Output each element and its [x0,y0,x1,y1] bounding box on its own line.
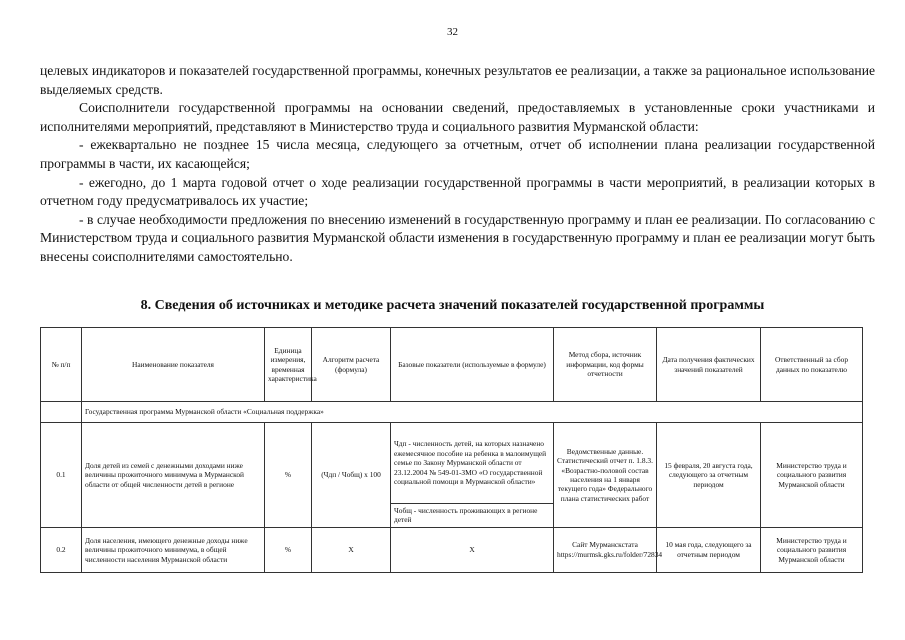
table-header-row [41,328,863,402]
header-num: № п/п [41,328,82,402]
header-method: Метод сбора, источник информации, код формы отчетности [554,328,657,402]
indicator-formula: (Чдп / Чобщ) х 100 [312,423,391,528]
base-indicator-2: Чобщ - численность проживающих в регионе детей [391,504,554,528]
header-unit: Единица измерения, временная характеристика [265,328,312,402]
table-row [41,402,863,423]
indicator-unit: % [265,423,312,528]
header-formula: Алгоритм расчета (формула) [312,328,391,402]
paragraph-4: - ежегодно, до 1 марта годовой отчет о ходе реализации государственной программы в части мероприятий, в реализации которых в отчетном году предусматривалось их участие; [40,174,875,209]
collection-method: Сайт Мурманскстата https://murmsk.gks.ru/folder/72834 [554,527,657,572]
indicator-formula: X [312,527,391,572]
header-date: Дата получения фактических значений показателей [657,328,761,402]
body-text [40,62,875,267]
row-number: 0.2 [41,527,82,572]
paragraph-3: - ежеквартально не позднее 15 числа месяца, следующего за отчетным, отчет об исполнении плана реализации государственной программы в части, их касающейся; [40,137,875,171]
responsible-party: Министерство труда и социального развития Мурманской области [761,527,863,572]
program-name: Государственная программа Мурманской области «Социальная поддержка» [82,402,863,423]
header-responsible: Ответственный за сбор данных по показателю [761,328,863,402]
indicator-name: Доля населения, имеющего денежные доходы ниже величины прожиточного минимума, в общей численности населения Мурманской области [82,527,265,572]
responsible-party: Министерство труда и социального развития Мурманской области [761,423,863,528]
table-row [41,423,863,504]
base-indicator-1: Чдп - численность детей, на которых назначено ежемесячное пособие на ребенка в малоимущей семье по Закону Мурманской области от 23.12.2004 № 549-01-ЗМО «О государственной социальной помощи в Мурманской области» [391,423,554,504]
indicator-name: Доля детей из семей с денежными доходами ниже величины прожиточного минимума в Мурманской области от общей численности детей в регионе [82,423,265,528]
indicators-table [40,327,863,573]
base-indicator: X [391,527,554,572]
program-empty-cell [41,402,82,423]
receipt-date: 15 февраля, 20 августа года, следующего за отчетным периодом [657,423,761,528]
page-number: 32 [447,26,458,38]
header-base: Базовые показатели (используемые в формуле) [391,328,554,402]
paragraph-2: Соисполнители государственной программы на основании сведений, предоставляемых в установленные сроки участниками и исполнителями мероприятий, представляют в Министерство труда и социального развития Мурманской области: [40,100,875,134]
row-number: 0.1 [41,423,82,528]
collection-method: Ведомственные данные. Статистический отчет п. 1.8.3. «Возрастно-половой состав населения на 1 января текущего года» Федерального плана статистических работ [554,423,657,528]
table-row [41,527,863,572]
paragraph-5: - в случае необходимости предложения по внесению изменений в государственную программу и план ее реализации. По согласованию с Министерством труда и социального развития Мурманской области изменения в государственную программу и план ее реализации могут быть внесены соисполнителями самостоятельно. [40,211,875,264]
paragraph-1: целевых индикаторов и показателей государственной программы, конечных результатов ее реализации, а также за рациональное использование выделяемых средств. [40,63,875,97]
indicator-unit: % [265,527,312,572]
receipt-date: 10 мая года, следующего за отчетным периодом [657,527,761,572]
header-name: Наименование показателя [82,328,265,402]
section-title: 8. Сведения об источниках и методике расчета значений показателей государственной программы [140,298,765,313]
